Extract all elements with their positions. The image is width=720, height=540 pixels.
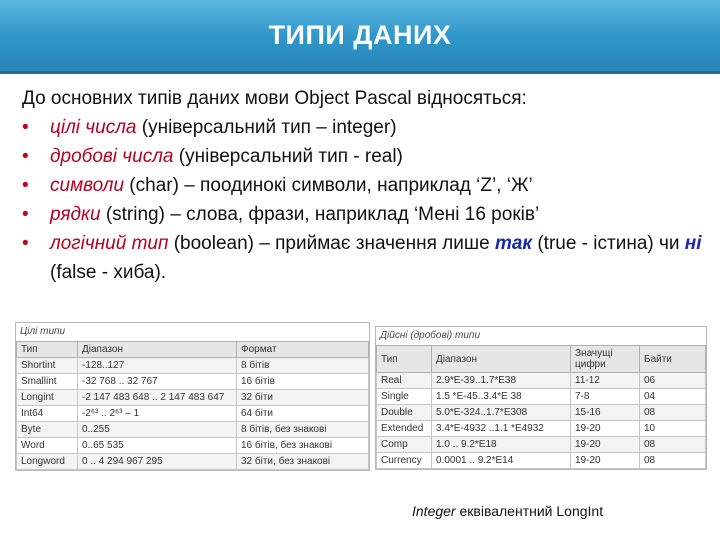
table-row	[377, 437, 706, 453]
table-cell: 32 біти	[237, 390, 369, 406]
table-row	[377, 373, 706, 389]
table-cell: Comp	[377, 437, 432, 453]
table-cell: 19-20	[571, 437, 640, 453]
integer-types-table	[15, 322, 370, 471]
bullet-icon: •	[22, 117, 29, 138]
table-cell: 10	[640, 421, 706, 437]
table-row	[17, 406, 369, 422]
bullet-icon: •	[22, 175, 29, 196]
table-cell: -2⁶³ .. 2⁶³ – 1	[78, 406, 237, 422]
bullet-text: (універсальний тип - real)	[173, 146, 403, 167]
table-cell: -2 147 483 648 .. 2 147 483 647	[78, 390, 237, 406]
table-cell: 19-20	[571, 421, 640, 437]
table-cell: 08	[640, 405, 706, 421]
real-types-grid	[376, 345, 706, 469]
footnote	[412, 503, 603, 519]
column-header: Байти	[640, 346, 706, 373]
table-cell: 11-12	[571, 373, 640, 389]
table-cell: 2.9*E-39..1.7*E38	[432, 373, 571, 389]
table-caption: Цілі типи	[20, 326, 66, 337]
table-row	[17, 374, 369, 390]
bullet-term: цілі числа	[50, 117, 137, 138]
bullet-text: (boolean) – приймає значення лише	[168, 233, 495, 254]
table-cell: Extended	[377, 421, 432, 437]
table-cell: 1.5 *E-45..3.4*E 38	[432, 389, 571, 405]
bullet-term: логічний тип	[50, 233, 169, 254]
table-cell: 32 біти, без знакові	[237, 454, 369, 470]
table-row	[377, 389, 706, 405]
table-row	[17, 390, 369, 406]
list-item	[22, 171, 702, 200]
table-cell: 3.4*E-4932 ..1.1 *E4932	[432, 421, 571, 437]
column-header: Формат	[237, 342, 369, 358]
table-cell: 16 бітів	[237, 374, 369, 390]
table-cell: Longint	[17, 390, 78, 406]
table-cell: 08	[640, 453, 706, 469]
bullet-term: дробові числа	[50, 146, 174, 167]
bullet-icon: •	[22, 146, 29, 167]
keyword-false: ні	[684, 233, 702, 254]
footnote-term: Integer	[412, 503, 456, 519]
table-cell: 19-20	[571, 453, 640, 469]
table-row	[377, 405, 706, 421]
table-cell: 06	[640, 373, 706, 389]
table-cell: 64 біти	[237, 406, 369, 422]
column-header: Тип	[377, 346, 432, 373]
list-item	[22, 200, 702, 229]
table-cell: Word	[17, 438, 78, 454]
table-row	[377, 421, 706, 437]
bullet-list	[22, 113, 702, 287]
bullet-icon: •	[22, 233, 29, 254]
table-cell: 5.0*E-324..1.7*E308	[432, 405, 571, 421]
table-cell: 16 бітів, без знакові	[237, 438, 369, 454]
table-cell: 0..65 535	[78, 438, 237, 454]
intro-text: До основних типів даних мови Object Pascal відносяться:	[22, 88, 527, 109]
table-cell: Int64	[17, 406, 78, 422]
table-row	[17, 422, 369, 438]
integer-types-grid	[16, 341, 369, 470]
bullet-text: (універсальний тип – integer)	[136, 117, 397, 138]
keyword-true: так	[494, 233, 533, 254]
bullet-text: (true - істина) чи	[532, 233, 685, 254]
column-header: Тип	[17, 342, 78, 358]
table-cell: 0..255	[78, 422, 237, 438]
table-cell: 0 .. 4 294 967 295	[78, 454, 237, 470]
bullet-text: (char) – поодинокі символи, наприклад ‘Z’, ‘Ж’	[124, 175, 533, 196]
bullet-term: рядки	[50, 204, 101, 225]
list-item	[22, 229, 702, 287]
slide-content	[22, 84, 702, 287]
table-cell: Smallint	[17, 374, 78, 390]
table-row	[17, 454, 369, 470]
table-cell: Single	[377, 389, 432, 405]
list-item	[22, 113, 702, 142]
table-row	[17, 358, 369, 374]
column-header: Діапазон	[78, 342, 237, 358]
table-cell: Byte	[17, 422, 78, 438]
table-row	[17, 438, 369, 454]
table-cell: 8 бітів, без знакові	[237, 422, 369, 438]
table-cell: -32 768 .. 32 767	[78, 374, 237, 390]
table-cell: Double	[377, 405, 432, 421]
column-header: Діапазон	[432, 346, 571, 373]
column-header: Значущі цифри	[571, 346, 640, 373]
table-cell: 1.0 .. 9.2*E18	[432, 437, 571, 453]
table-cell: 8 бітів	[237, 358, 369, 374]
table-cell: 04	[640, 389, 706, 405]
footnote-text: еквівалентний LongInt	[455, 503, 604, 519]
bullet-text: (string) – слова, фрази, наприклад ‘Мені 16 років’	[100, 204, 540, 225]
table-cell: -128..127	[78, 358, 237, 374]
bullet-icon: •	[22, 204, 29, 225]
table-cell: Real	[377, 373, 432, 389]
list-item	[22, 142, 702, 171]
table-cell: Shortint	[17, 358, 78, 374]
title-bar	[0, 0, 720, 74]
table-cell: 7-8	[571, 389, 640, 405]
real-types-table	[375, 326, 707, 470]
table-cell: 0.0001 .. 9.2*E14	[432, 453, 571, 469]
table-row	[377, 453, 706, 469]
table-cell: 08	[640, 437, 706, 453]
table-cell: Currency	[377, 453, 432, 469]
table-cell: 15-16	[571, 405, 640, 421]
bullet-term: символи	[50, 175, 125, 196]
table-cell: Longword	[17, 454, 78, 470]
bullet-text: (false - хиба).	[50, 262, 167, 283]
table-caption: Дійсні (дробові) типи	[380, 330, 480, 341]
slide-title: ТИПИ ДАНИХ	[268, 20, 452, 50]
